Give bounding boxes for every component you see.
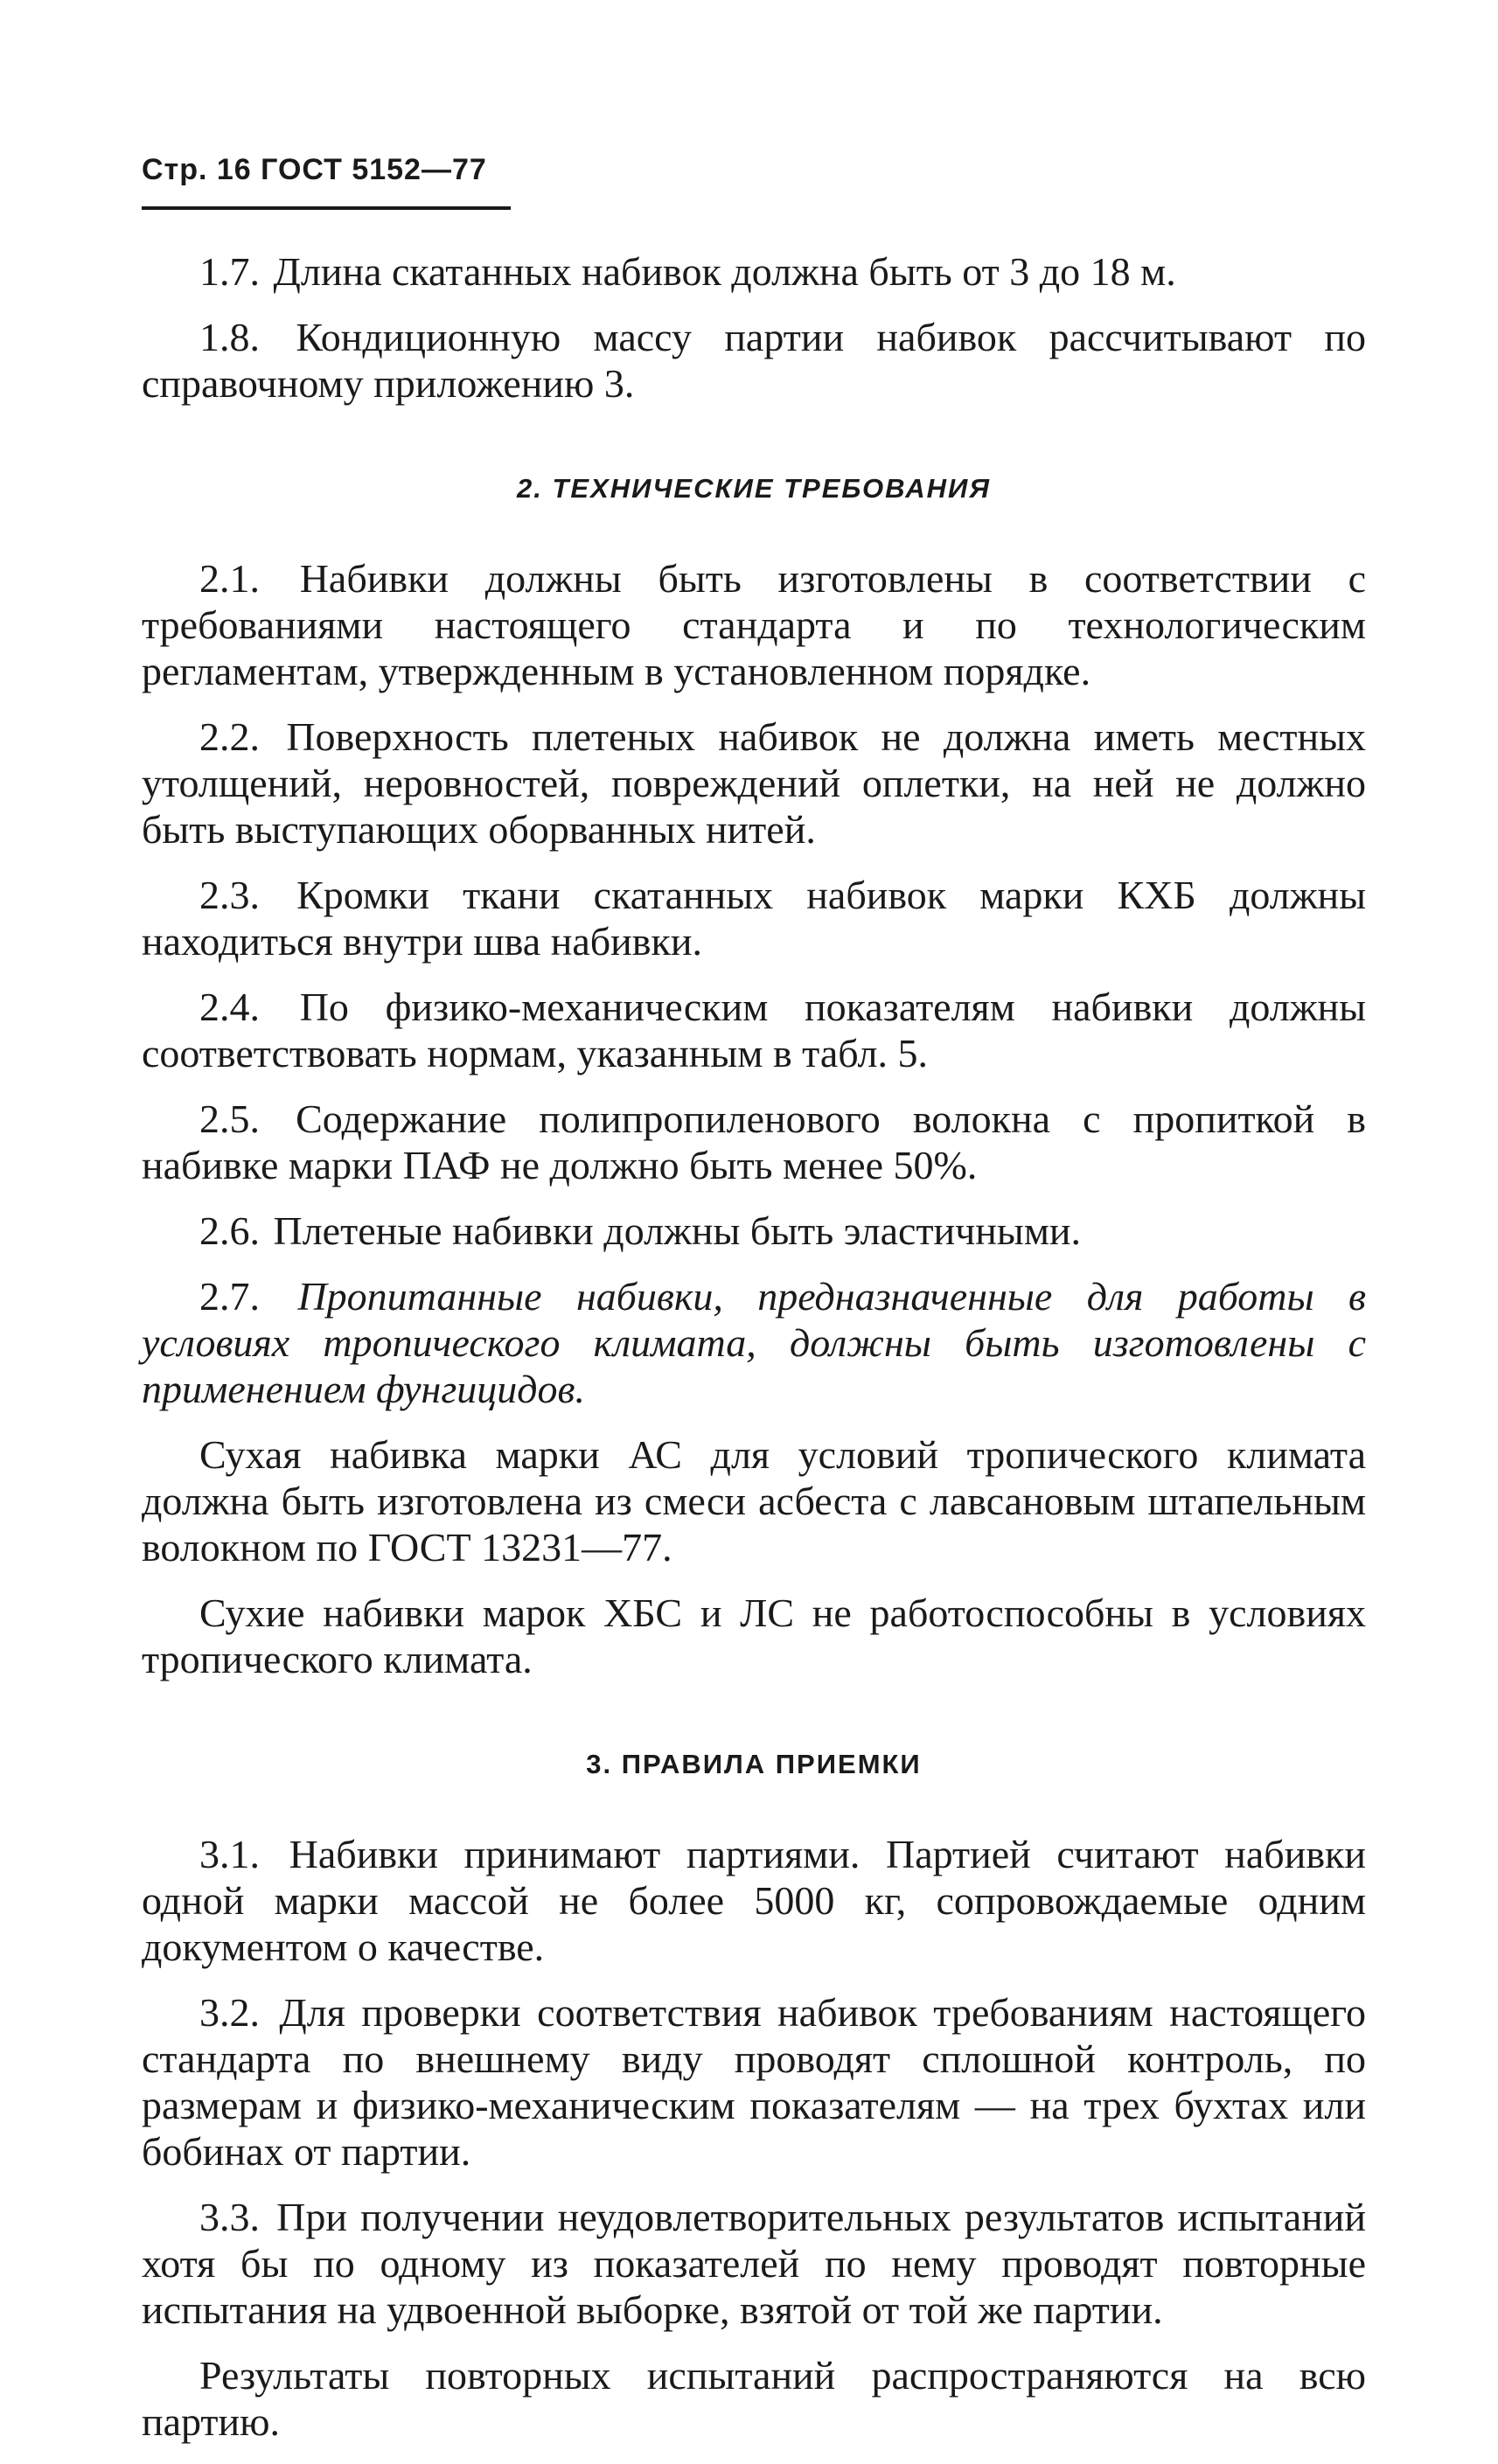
clause-2-7-dry-hbs: [142, 1590, 1366, 1682]
clause-number: 2.4.: [199, 985, 260, 1029]
clause-text: Поверхность плетеных набивок не должна иметь местных утолщений, неровностей, повреждений оплетки, на ней не должно быть выступающих оборванных нитей.: [142, 714, 1367, 852]
clause-number: 2.3.: [199, 873, 260, 917]
clause-number: 3.3.: [199, 2195, 260, 2239]
clause-2-7: [142, 1273, 1366, 1412]
clause-text: При получении неудовлетворительных результатов испытаний хотя бы по одному из показателей по нему проводят повторные испытания на удвоенной выборке, взятой от той же партии.: [142, 2195, 1366, 2332]
clause-2-1: [142, 555, 1366, 694]
clause-number: 1.7.: [199, 249, 260, 294]
clause-number: 3.2.: [199, 1990, 260, 2035]
clause-number: 2.1.: [199, 556, 260, 601]
clause-2-7-dry-as: [142, 1431, 1366, 1570]
clause-1-8: [142, 314, 1366, 407]
clause-text: Пропитанные набивки, предназначенные для работы в условиях тропического климата, должны быть изготовлены с применением фунгицидов.: [142, 1274, 1367, 1411]
clause-number: 1.8.: [199, 315, 260, 359]
clause-text: Для проверки соответствия набивок требованиям настоящего стандарта по внешнему виду проводят сплошной контроль, по размерам и физико-механическим показателям — на трех бухтах или бобинах от партии.: [142, 1990, 1366, 2174]
clause-text: По физико-механическим показателям набивки должны соответствовать нормам, указанным в табл. 5.: [142, 985, 1367, 1075]
clause-text: Результаты повторных испытаний распространяются на всю партию.: [142, 2353, 1366, 2444]
clause-number: 2.7.: [199, 1274, 260, 1319]
section-3-title: 3. ПРАВИЛА ПРИЕМКИ: [586, 1749, 922, 1779]
clause-text: Содержание полипропиленового волокна с пропиткой в набивке марки ПАФ не должно быть менее 50%.: [142, 1096, 1366, 1187]
clause-2-4: [142, 984, 1366, 1076]
clause-number: 2.5.: [199, 1096, 260, 1141]
clause-2-6: [142, 1208, 1366, 1254]
clause-number: 3.1.: [199, 1832, 260, 1876]
header-divider: [142, 206, 511, 210]
clause-text: Кромки ткани скатанных набивок марки КХБ должны находиться внутри шва набивки.: [142, 873, 1367, 964]
clause-3-3-repeat: [142, 2352, 1366, 2445]
clause-number: 2.2.: [199, 714, 260, 759]
clause-text: Плетеные набивки должны быть эластичными.: [273, 1208, 1082, 1253]
clause-2-5: [142, 1096, 1366, 1188]
clause-text: Сухие набивки марок ХБС и ЛС не работоспособны в условиях тропического климата.: [142, 1590, 1366, 1681]
clause-2-3: [142, 872, 1366, 964]
clause-3-3: [142, 2194, 1366, 2333]
running-head: Стр. 16 ГОСТ 5152—77: [142, 153, 487, 186]
clause-text: Набивки должны быть изготовлены в соответствии с требованиями настоящего стандарта и по технологическим регламентам, утвержденным в установленном порядке.: [142, 556, 1367, 693]
clause-text: Длина скатанных набивок должна быть от 3 до 18 м.: [273, 249, 1176, 294]
clause-2-2: [142, 713, 1366, 853]
clause-text: Набивки принимают партиями. Партией считают набивки одной марки массой не более 5000 кг, сопровождаемые одним документом о качестве.: [142, 1832, 1367, 1969]
clause-text: Сухая набивка марки АС для условий тропического климата должна быть изготовлена из смеси асбеста с лавсановым штапельным волокном по ГОСТ 13231—77.: [142, 1432, 1366, 1570]
clause-text: Кондиционную массу партии набивок рассчитывают по справочному приложению 3.: [142, 315, 1366, 406]
clause-1-7: [142, 248, 1366, 295]
clause-3-2: [142, 1989, 1366, 2175]
section-2-title: 2. ТЕХНИЧЕСКИЕ ТРЕБОВАНИЯ: [517, 473, 991, 504]
clause-number: 2.6.: [199, 1208, 260, 1253]
clause-3-1: [142, 1831, 1366, 1970]
document-page: [142, 149, 1366, 2464]
